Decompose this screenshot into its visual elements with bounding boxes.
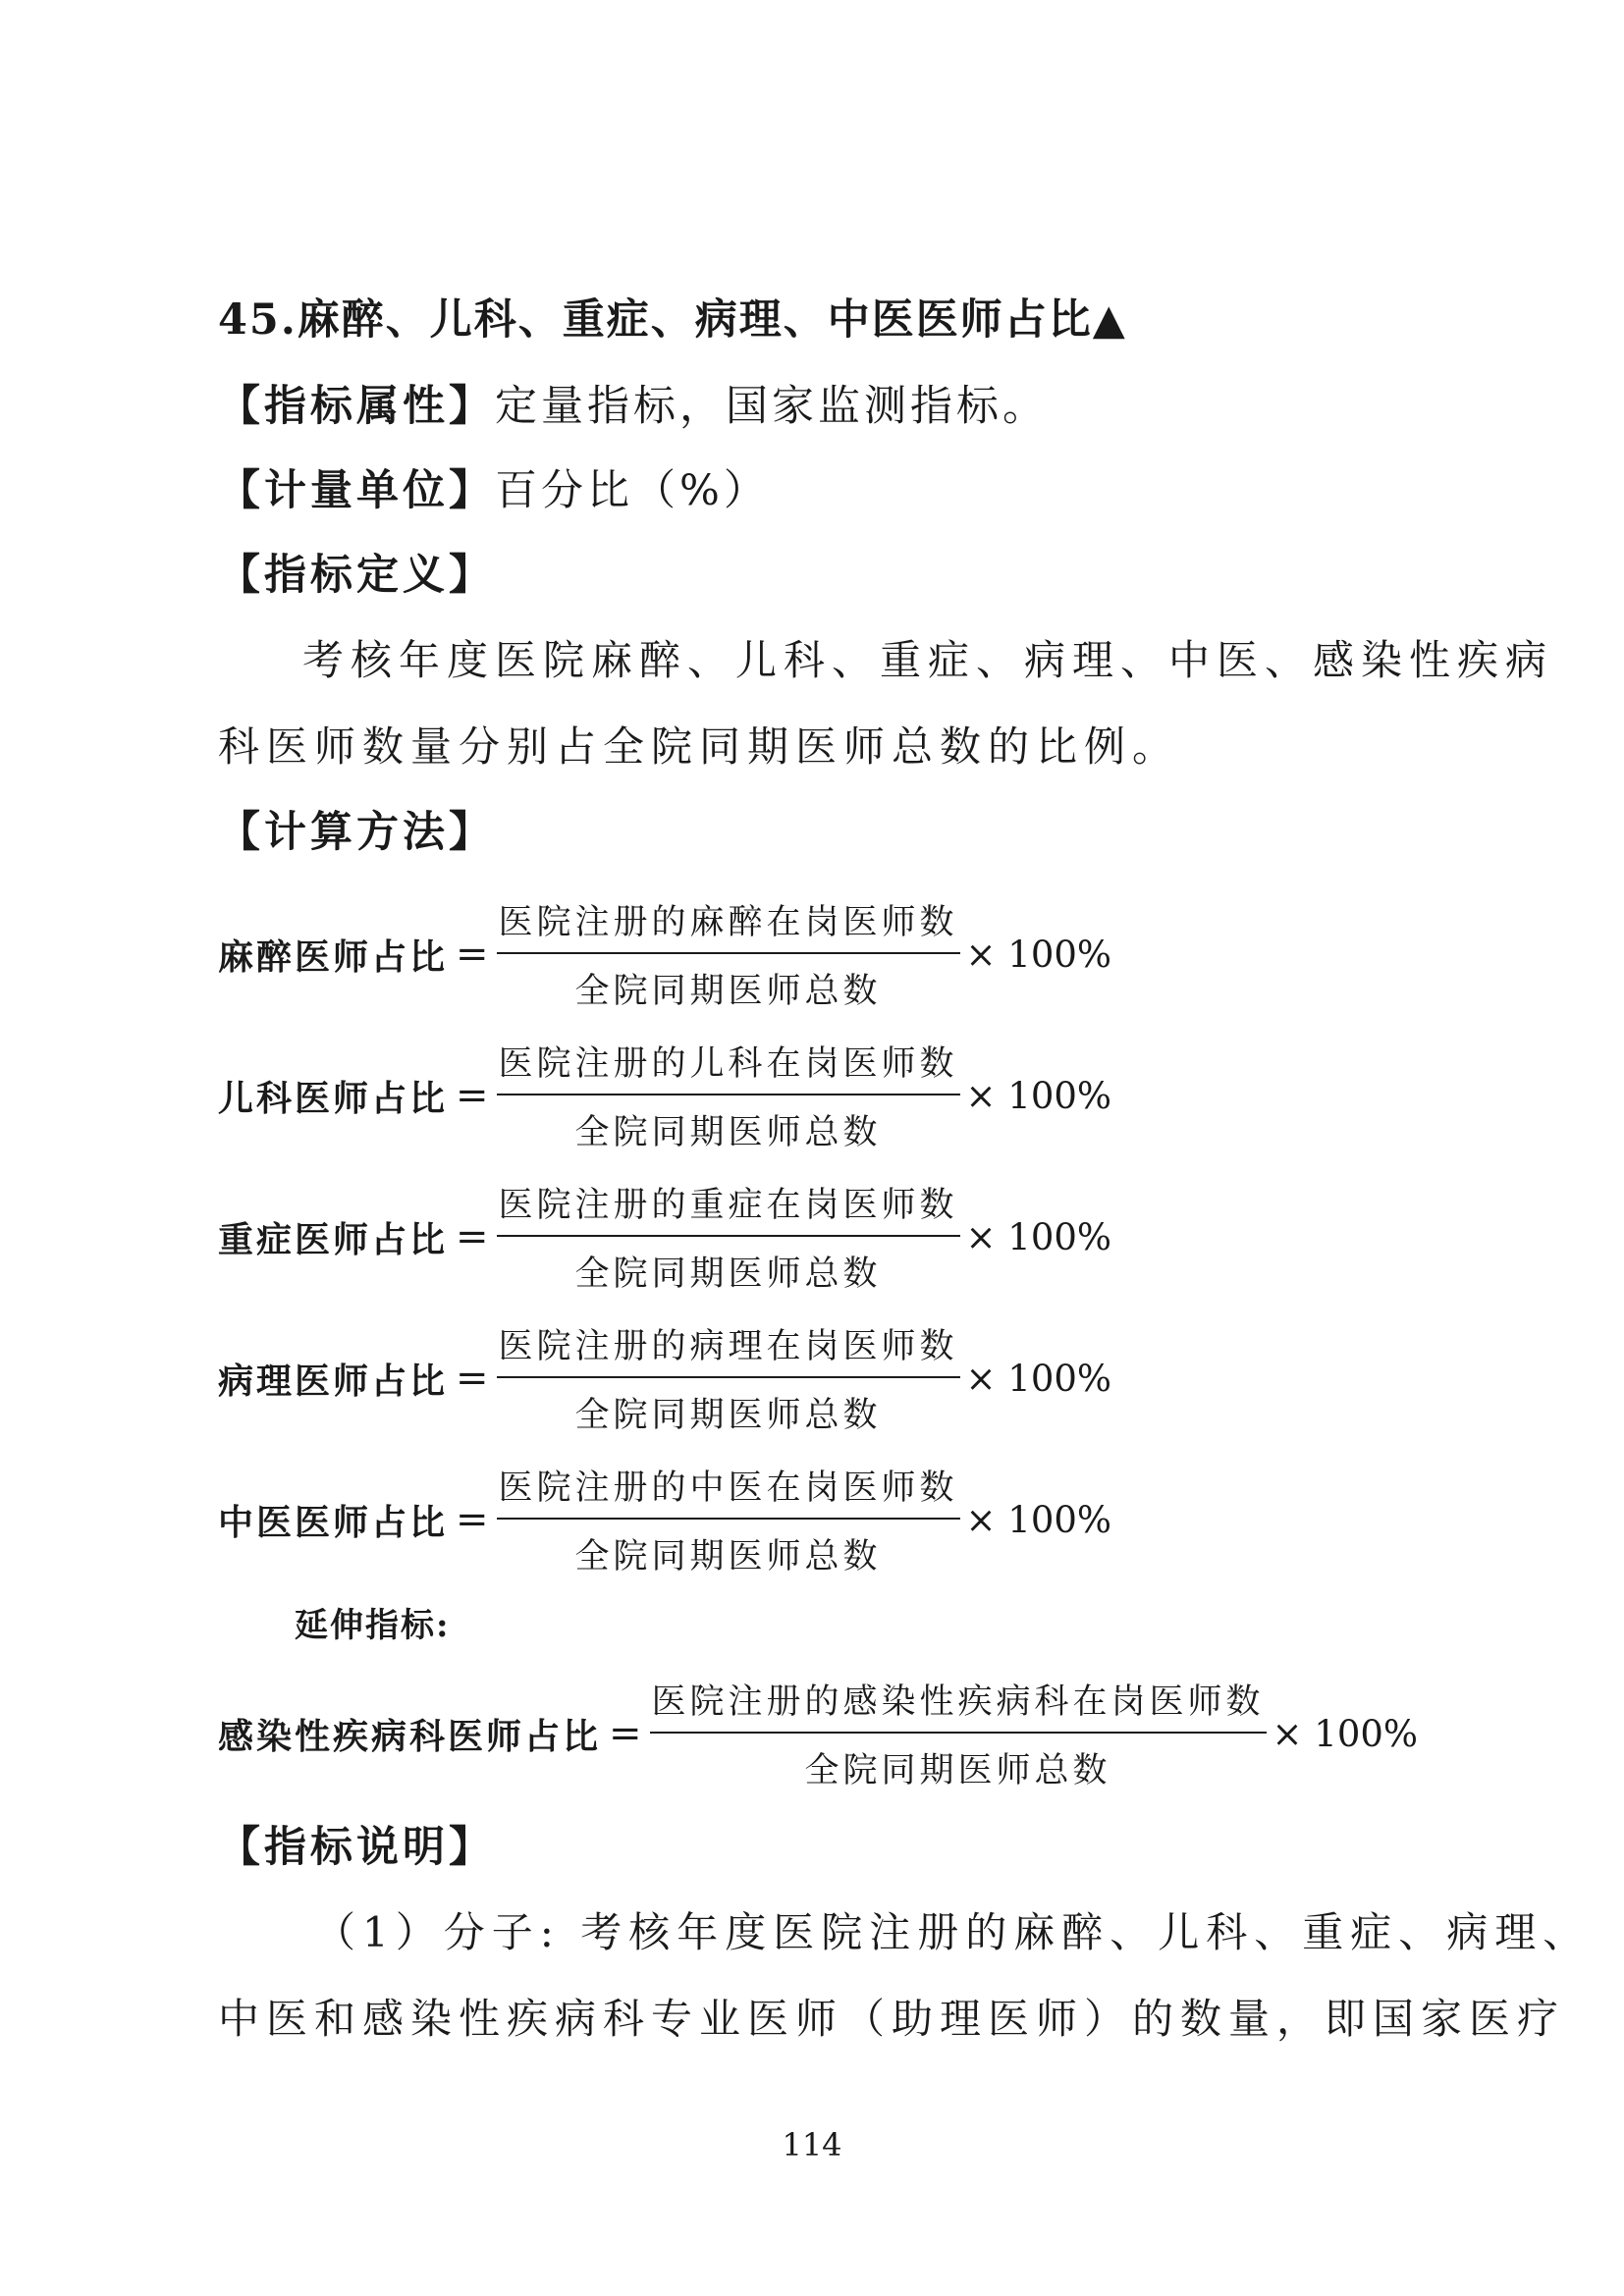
numerator: 医院注册的感染性疾病科在岗医师数 [650,1675,1267,1734]
explanation-line-2: 中医和感染性疾病科专业医师（助理医师）的数量，即国家医疗 [218,1995,1566,2043]
formula-infectious-disease [218,1675,1418,1792]
unit-value: 百分比（%） [495,466,770,515]
unit-label: 【计量单位】 [218,466,495,515]
equals-sign: = [456,1356,489,1401]
attribute-value: 定量指标，国家监测指标。 [495,382,1049,431]
multiplier: × 100% [965,1215,1112,1258]
equals-sign: = [456,1073,489,1118]
fraction [650,1675,1267,1792]
denominator: 全院同期医师总数 [574,972,882,1011]
formula-tcm [218,1461,1111,1578]
extension-label: 延伸指标: [295,1606,451,1645]
formula-pathology [218,1319,1111,1437]
equals-sign: = [456,1497,489,1542]
formula-anesthesia [218,895,1111,1013]
denominator: 全院同期医师总数 [574,1113,882,1152]
denominator: 全院同期医师总数 [574,1255,882,1294]
attribute-label: 【指标属性】 [218,382,495,431]
fraction [497,1461,960,1578]
explanation-line-1: （1）分子: 考核年度医院注册的麻醉、儿科、重症、病理、 [314,1908,1592,1956]
definition-line-1: 考核年度医院麻醉、儿科、重症、病理、中医、感染性疾病 [302,636,1554,684]
explanation-heading [218,1814,495,1874]
fraction [497,1037,960,1154]
multiplier: × 100% [965,1074,1112,1117]
method-heading [218,799,495,859]
section-title: 45.麻醉、儿科、重症、病理、中医医师占比▲ [218,295,1127,345]
attribute-row [218,373,1049,433]
numerator: 医院注册的儿科在岗医师数 [497,1037,960,1095]
equals-sign: = [456,932,489,977]
formula-label: 中医医师占比 [218,1501,449,1543]
formula-pediatrics [218,1037,1111,1154]
page-number: 114 [782,2126,842,2163]
multiplier: × 100% [965,933,1112,976]
numerator: 医院注册的病理在岗医师数 [497,1319,960,1378]
multiplier: × 100% [965,1498,1112,1541]
formula-label: 儿科医师占比 [218,1077,449,1119]
multiplier: × 100% [1272,1712,1419,1755]
definition-label: 【指标定义】 [218,551,495,600]
fraction [497,1319,960,1437]
numerator: 医院注册的麻醉在岗医师数 [497,895,960,954]
multiplier: × 100% [965,1357,1112,1400]
unit-row [218,457,770,517]
explanation-label: 【指标说明】 [218,1823,495,1872]
denominator: 全院同期医师总数 [804,1751,1111,1790]
formula-label: 病理医师占比 [218,1360,449,1402]
denominator: 全院同期医师总数 [574,1396,882,1435]
definition-heading [218,542,495,602]
method-label: 【计算方法】 [218,808,495,857]
equals-sign: = [609,1711,642,1756]
numerator: 医院注册的中医在岗医师数 [497,1461,960,1520]
denominator: 全院同期医师总数 [574,1537,882,1576]
definition-line-2: 科医师数量分别占全院同期医师总数的比例。 [218,722,1181,771]
equals-sign: = [456,1214,489,1259]
fraction [497,895,960,1013]
formula-label: 重症医师占比 [218,1218,449,1260]
fraction [497,1178,960,1296]
formula-label: 感染性疾病科医师占比 [218,1715,602,1757]
formula-critical-care [218,1178,1111,1296]
formula-label: 麻醉医师占比 [218,935,449,978]
numerator: 医院注册的重症在岗医师数 [497,1178,960,1237]
